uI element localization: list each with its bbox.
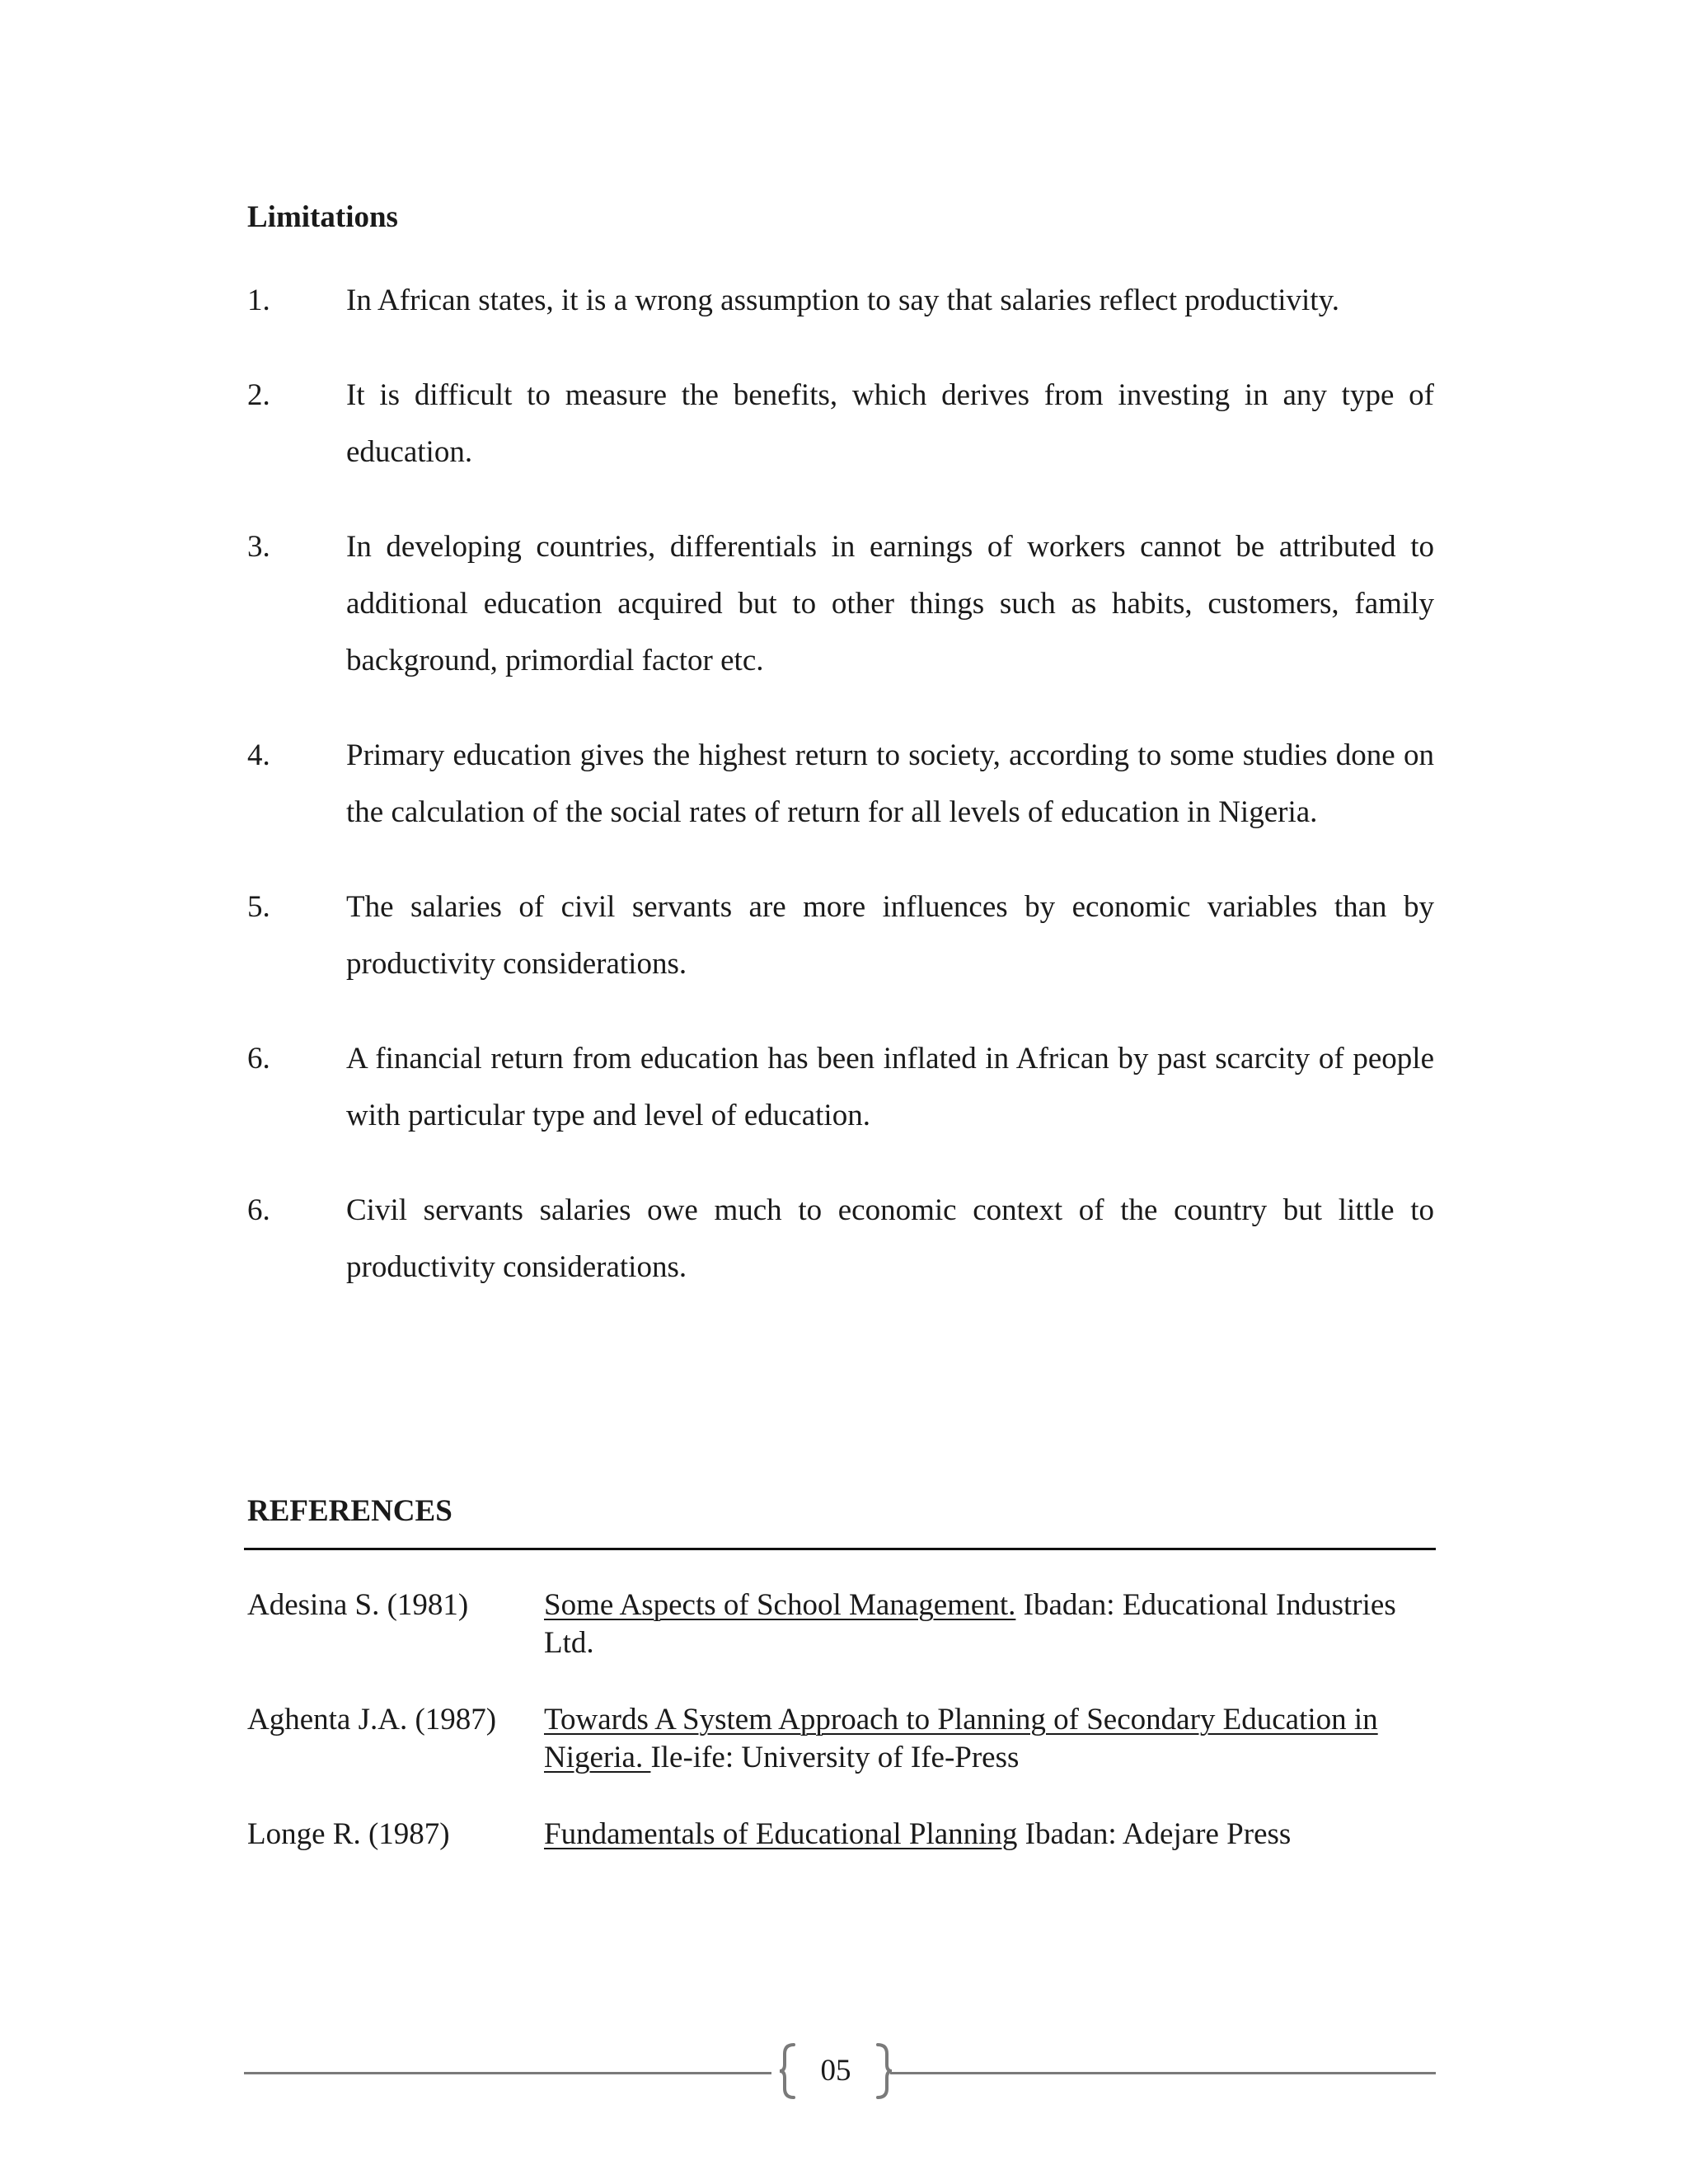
reference-body	[544, 1586, 1451, 1662]
limitation-item	[247, 367, 1434, 480]
footer-rule-left	[244, 2072, 771, 2074]
reference-title: Fundamentals of Educational Planning	[544, 1817, 1018, 1851]
reference-publisher: Ibadan: Adejare Press	[1017, 1817, 1292, 1851]
references-heading: REFERENCES	[247, 1494, 452, 1528]
reference-body	[544, 1701, 1451, 1777]
limitation-text: Primary education gives the highest return to society, according to some studies done on the calculation of the social rates of return for all levels of education in Nigeria.	[346, 738, 1434, 829]
reference-publisher: Ile-ife: University of Ife-Press	[650, 1741, 1020, 1774]
limitation-number: 6.	[247, 1042, 270, 1076]
limitation-item	[247, 879, 1434, 992]
reference-author: Longe R. (1987)	[247, 1817, 450, 1851]
limitation-text: A financial return from education has been inflated in African by past scarcity of people with particular type and level of education.	[346, 1042, 1434, 1132]
references-list	[247, 1586, 1451, 1892]
limitation-number: 2.	[247, 378, 270, 412]
reference-author: Adesina S. (1981)	[247, 1588, 469, 1622]
reference-author: Aghenta J.A. (1987)	[247, 1703, 497, 1736]
right-brace-icon	[876, 2042, 894, 2100]
limitation-number: 4.	[247, 738, 270, 772]
limitation-text: Civil servants salaries owe much to economic context of the country but little to productivity considerations.	[346, 1193, 1434, 1284]
limitation-number: 5.	[247, 890, 270, 924]
reference-publisher: Ibadan: Educational Industries Ltd.	[544, 1588, 1396, 1660]
limitation-item	[247, 1030, 1434, 1144]
limitation-text: In African states, it is a wrong assumption to say that salaries reflect productivity.	[346, 284, 1339, 317]
limitations-list	[247, 272, 1434, 1333]
limitation-number: 6.	[247, 1193, 270, 1227]
reference-item	[247, 1701, 1451, 1777]
reference-title: Towards A System Approach to Planning of Secondary Education in Nigeria.	[544, 1703, 1378, 1774]
limitation-text: The salaries of civil servants are more influences by economic variables than by productivity considerations.	[346, 890, 1434, 981]
reference-item	[247, 1816, 1451, 1854]
limitation-item	[247, 518, 1434, 689]
limitation-item	[247, 1182, 1434, 1296]
limitation-text: It is difficult to measure the benefits, which derives from investing in any type of education.	[346, 378, 1434, 469]
limitations-heading: Limitations	[247, 200, 398, 234]
footer-rule-right	[890, 2072, 1436, 2074]
reference-title: Some Aspects of School Management.	[544, 1588, 1016, 1622]
limitation-item	[247, 272, 1434, 329]
page-number: 05	[820, 2054, 851, 2088]
limitation-number: 3.	[247, 530, 270, 564]
limitation-item	[247, 727, 1434, 841]
references-divider	[244, 1548, 1436, 1550]
reference-item	[247, 1586, 1451, 1662]
reference-body	[544, 1816, 1451, 1854]
limitation-text: In developing countries, differentials in earnings of workers cannot be attributed to additional education acquired but to other things such as habits, customers, family background, primordial factor etc.	[346, 530, 1434, 677]
left-brace-icon	[777, 2042, 795, 2100]
limitation-number: 1.	[247, 284, 270, 317]
